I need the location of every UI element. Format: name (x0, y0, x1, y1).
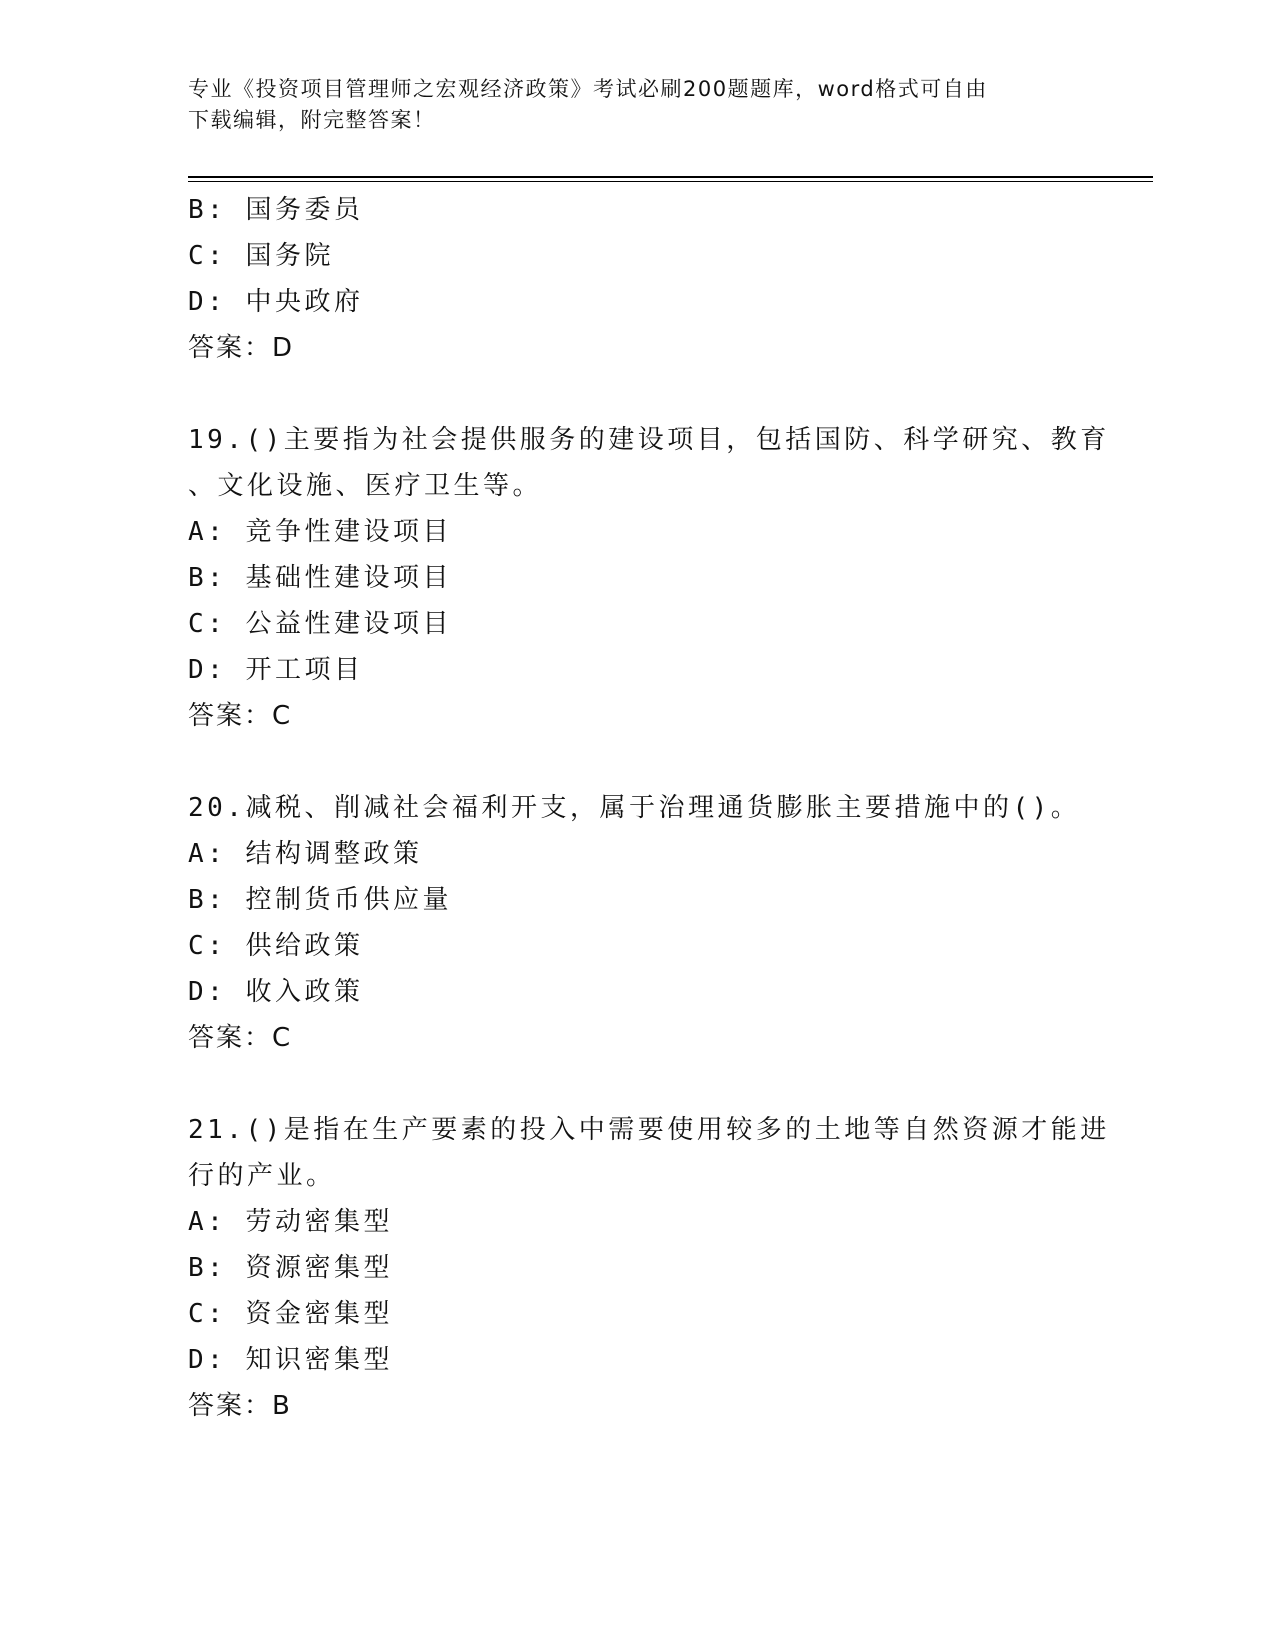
spacer (188, 371, 1088, 417)
option-d: D: 知识密集型 (188, 1345, 393, 1375)
question-18-continued (188, 187, 1088, 371)
spacer (188, 1061, 1088, 1107)
question-stem-cont: 、文化设施、医疗卫生等。 (188, 471, 543, 501)
answer: 答案：D (188, 333, 295, 363)
option-c: C: 国务院 (188, 241, 334, 271)
option-c: C: 供给政策 (188, 931, 364, 961)
header-rule-thin (188, 181, 1153, 182)
question-stem: 21.()是指在生产要素的投入中需要使用较多的土地等自然资源才能进 (188, 1115, 1110, 1145)
option-b: B: 控制货币供应量 (188, 885, 452, 915)
spacer (188, 739, 1088, 785)
option-b: B: 资源密集型 (188, 1253, 393, 1283)
answer: 答案：B (188, 1391, 292, 1421)
option-d: D: 开工项目 (188, 655, 364, 685)
option-d: D: 中央政府 (188, 287, 364, 317)
option-c: C: 资金密集型 (188, 1299, 393, 1329)
option-b: B: 国务委员 (188, 195, 364, 225)
option-a: A: 结构调整政策 (188, 839, 423, 869)
answer: 答案：C (188, 1023, 293, 1053)
question-stem: 20.减税、削减社会福利开支，属于治理通货膨胀主要措施中的()。 (188, 793, 1081, 823)
option-d: D: 收入政策 (188, 977, 364, 1007)
question-19 (188, 417, 1110, 739)
header-rule-thick (188, 176, 1153, 178)
option-b: B: 基础性建设项目 (188, 563, 452, 593)
question-stem: 19.()主要指为社会提供服务的建设项目，包括国防、科学研究、教育 (188, 425, 1110, 455)
option-a: A: 竞争性建设项目 (188, 517, 452, 547)
question-21 (188, 1107, 1110, 1429)
document-header (188, 74, 1088, 136)
option-a: A: 劳动密集型 (188, 1207, 393, 1237)
header-line-2: 下载编辑，附完整答案！ (188, 108, 436, 132)
question-20 (188, 785, 1088, 1061)
header-line-1: 专业《投资项目管理师之宏观经济政策》考试必刷200题题库，word格式可自由 (188, 77, 988, 101)
answer: 答案：C (188, 701, 293, 731)
question-stem-cont: 行的产业。 (188, 1161, 336, 1191)
question-list (188, 187, 1110, 1429)
option-c: C: 公益性建设项目 (188, 609, 452, 639)
